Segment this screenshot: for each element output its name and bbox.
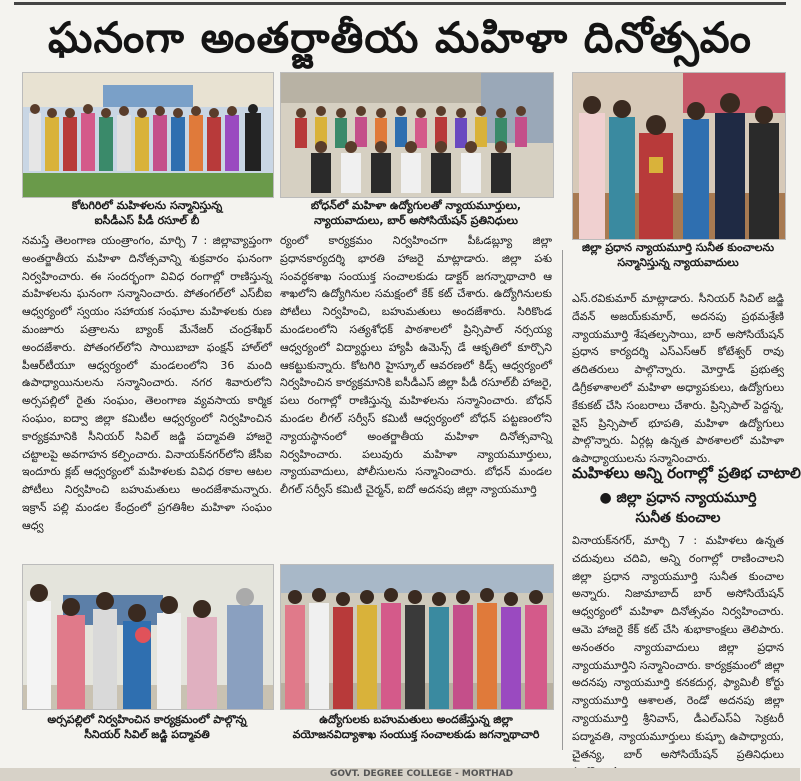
article-text: నమస్తే తెలంగాణ యంత్రాంగం, మార్చి 7 : జిల్లావ్యాప్తంగా అంతర్జాతీయ మహిళా దినోత్సవాన్ని శుక్రవారం ఘనంగా నిర్వహించారు. ఈ సందర్భంగా వివిధ రంగాల్లో రాణిస్తున్న మహిళలను ఘనంగా సన్మానించారు. పోతంగల్‌లో ఎస్‌బీఐ ఆధ్వర్యంలో స్వయం సహాయక సంఘాల మహిళలకు రుణ మంజూరు పత్రాలను బ్యాంక్ మేనేజర్ చంద్రశేఖర్ అందజేశారు. పోతంగల్‌లోని సాయిబాబా ఫంక్షన్ హాల్‌లో పీఆర్‌టీయూ ఆధ్వర్యంలో మండలంలోని 36 మంది ఉపాధ్యాయినులను సన్మానించారు. నగర శివారులోని అర్సపల్లిలో రైతు సంఘం, తెలంగాణ వ్యవసాయ కార్మిక సంఘం, ఐద్వా జిల్లా కమిటీల ఆధ్వర్యంలో నిర్వహించిన కార్యక్రమానికి సీనియర్ సివిల్ జడ్జి పద్మావతి హాజరై చట్టాలపై అవగాహన కల్పించారు. వినాయక్‌నగర్‌లోని జేసీఐ ఇందూరు క్లబ్ ఆధ్వర్యంలో మహిళలకు వివిధ రకాల ఆటల పోటీలు నిర్వహించి బహుమతులు అందజేశామన్నారు. ఇక్రాన్ పల్లి మండల కేంద్రంలో ప్రగతిశీల మహిళా సంఘం ఆధ్వ bbox=[22, 234, 272, 532]
photo4-caption bbox=[22, 712, 272, 742]
photo-arsapalli-event bbox=[22, 564, 274, 710]
article-text: ఎస్.రవికుమార్ మాట్లాడారు. సీనియర్ సివిల్ జడ్జి దేవన్ అజయ్‌కుమార్, అదనపు ప్రథమశ్రేణి న్యాయమూర్తి శేషతల్పసాయి, బార్ అసోసియేషన్ ప్రధాన కార్యదర్శి ఎస్ఎస్‌ఆర్ కోటేశ్వర్ రావు తదితరులు పాల్గొన్నారు. మోర్తాడ్ ప్రభుత్వ డిగ్రీకళాశాలలో మహిళా అధ్యాపకులు, ఉద్యోగులు కేకుకట్ చేసి సంబరాలు చేశారు. ప్రిన్సిపాల్ పెద్దన్న, వైస్ ప్రిన్సిపాల్ భూపతి, మహిళా ఉద్యోగులు పాల్గొన్నారు. ఏర్గట్ల ఉన్నత పాఠశాలలో మహిళా ఉపాధ్యాయులను సన్మానించారు. bbox=[572, 292, 784, 466]
photo4-caption-line: సీనియర్ సివిల్ జడ్జి పద్మావతి bbox=[84, 728, 210, 741]
photo2-caption-line: న్యాయవాదులు, బార్ అసోసియేషన్ ప్రతినిధులు bbox=[314, 214, 518, 227]
bullet-dot-icon: ● bbox=[599, 490, 617, 506]
bullet-quote bbox=[572, 488, 784, 528]
photo-kotagiri-felicitation bbox=[22, 72, 274, 198]
article-column-3b bbox=[572, 532, 784, 761]
article-text: వినాయక్‌నగర్, మార్చి 7 : మహిళలు ఉన్నత చదువులు చదివి, అన్ని రంగాల్లో రాణించాలని జిల్లా ప్రధాన న్యాయమూర్తి సునీత కుంచాల అన్నారు. నిజామాబాద్ బార్ అసోసియేషన్ ఆధ్వర్యంలో మహిళా దినోత్సవం నిర్వహించారు. ఆమె హాజరై కేక్ కట్ చేసి శుభాకాంక్షలు తెలిపారు. అనంతరం న్యాయవాదులు జిల్లా ప్రధాన న్యాయమూర్తిని సన్మానించారు. కార్యక్రమంలో జిల్లా అదనపు న్యాయమూర్తి కనకదుర్గ, ఫ్యామిలీ కోర్టు న్యాయమూర్తి ఆశాలత, రెండో అదనపు జిల్లా న్యాయమూర్తి శ్రీనివాస్, డీఎల్‌ఎస్‌ఏ సెక్రటరీ పద్మావతి, న్యాయమూర్తులు కుష్బూ ఉపాధ్యాయ, చైతన్య, బార్ అసోసియేషన్ ప్రతినిధులు bbox=[572, 534, 784, 761]
next-article-banner-text: GOVT. DEGREE COLLEGE - MORTHAD bbox=[330, 769, 514, 779]
sub-headline: మహిళలు అన్ని రంగాల్లో ప్రతిభ చాటాలి bbox=[572, 464, 801, 482]
article-text: ర్యంలో కార్యక్రమం నిర్వహించగా పీఓడబ్ల్యూ జిల్లా ప్రధానకార్యదర్శి భారతి హాజరై మాట్లాడారు. జిల్లా పశు సంవర్ధకశాఖ సంయుక్త సంచాలకుడు డాక్టర్ జగన్నాథాచారి ఆ శాఖలోని ఉద్యోగినుల సమక్షంలో కేక్ కట్ చేశారు. ఉద్యోగినులకు పోటీలు నిర్వహించి, బహుమతులు అందజేశారు. సిరికొండ మండలంలోని సత్యశోధక్ పాఠశాలలో ప్రిన్సిపాల్ నర్సయ్య ఆధ్వర్యంలో విద్యార్థులు హ్యాపీ ఉమెన్స్ డే ఆకృతిలో కూర్చొని ఆకట్టుకున్నారు. కోటగిరి హైస్కూల్ ఆవరణలో కిడ్స్ ఆధ్వర్యంలో నిర్వహించిన కార్యక్రమానికి ఐసీడీఎస్ జిల్లా పీడీ రసూల్‌బీ హాజరై, పలు రంగాల్లో రాణిస్తున్న మహిళలను సన్మానించారు. బోధన్ మండల లీగల్ సర్వీస్ కమిటీ ఆధ్వర్యంలో బోధన్ పట్టణంలోని న్యాయస్థానంలో అంతర్జాతీయ మహిళా దినోత్సవాన్ని నిర్వహించారు. పలువురు మహిళా న్యాయమూర్తులు, న్యాయవాదులు, పోలీసులను సన్మానించారు. బోధన్ మండల లీగల్ సర్వీస్ కమిటీ చైర్మన్, ఐదో అదనపు జిల్లా న్యాయమూర్తి bbox=[280, 234, 552, 497]
photo3-caption-line: సన్మానిస్తున్న న్యాయవాదులు bbox=[617, 256, 739, 269]
top-rule bbox=[14, 2, 786, 5]
photo-bodhan-judges bbox=[280, 72, 554, 198]
photo2-caption bbox=[280, 198, 552, 228]
photo3-caption-line: జిల్లా ప్రధాన న్యాయమూర్తి సునీత కుంచాలను bbox=[581, 241, 775, 254]
photo1-caption-line: ఐసీడీఎస్ పీడీ రసూల్ బీ bbox=[94, 214, 200, 227]
photo-chief-judge-felicitation bbox=[572, 72, 786, 240]
article-column-3 bbox=[572, 290, 784, 466]
column-divider bbox=[562, 250, 563, 750]
photo5-caption bbox=[280, 712, 552, 742]
headline: ఘనంగా అంతర్జాతీయ మహిళా దినోత్సవం bbox=[48, 13, 752, 62]
photo5-caption-line: ఉద్యోగులకు బహుమతులు అందజేస్తున్న జిల్లా bbox=[319, 713, 513, 726]
photo5-caption-line: వయోజనవిద్యాశాఖ సంయుక్త సంచాలకుడు జగన్నాథాచారి bbox=[292, 728, 540, 741]
article-column-2 bbox=[280, 232, 552, 558]
photo-prize-distribution bbox=[280, 564, 554, 710]
photo1-caption bbox=[22, 198, 272, 228]
bullet-line bbox=[572, 488, 784, 508]
bullet-text: సునీత కుంచాల bbox=[635, 510, 721, 526]
photo3-caption bbox=[572, 240, 784, 270]
photo1-caption-line: కోటగిరిలో మహిళలను సన్మానిస్తున్న bbox=[71, 199, 223, 212]
article-column-1 bbox=[22, 232, 272, 558]
bullet-text: జిల్లా ప్రధాన న్యాయమూర్తి bbox=[616, 490, 757, 506]
photo2-caption-line: బోధన్‌లో మహిళా ఉద్యోగులతో న్యాయమూర్తులు, bbox=[310, 199, 522, 212]
photo4-caption-line: అర్సపల్లిలో నిర్వహించిన కార్యక్రమంలో పాల్గొన్న bbox=[47, 713, 247, 726]
